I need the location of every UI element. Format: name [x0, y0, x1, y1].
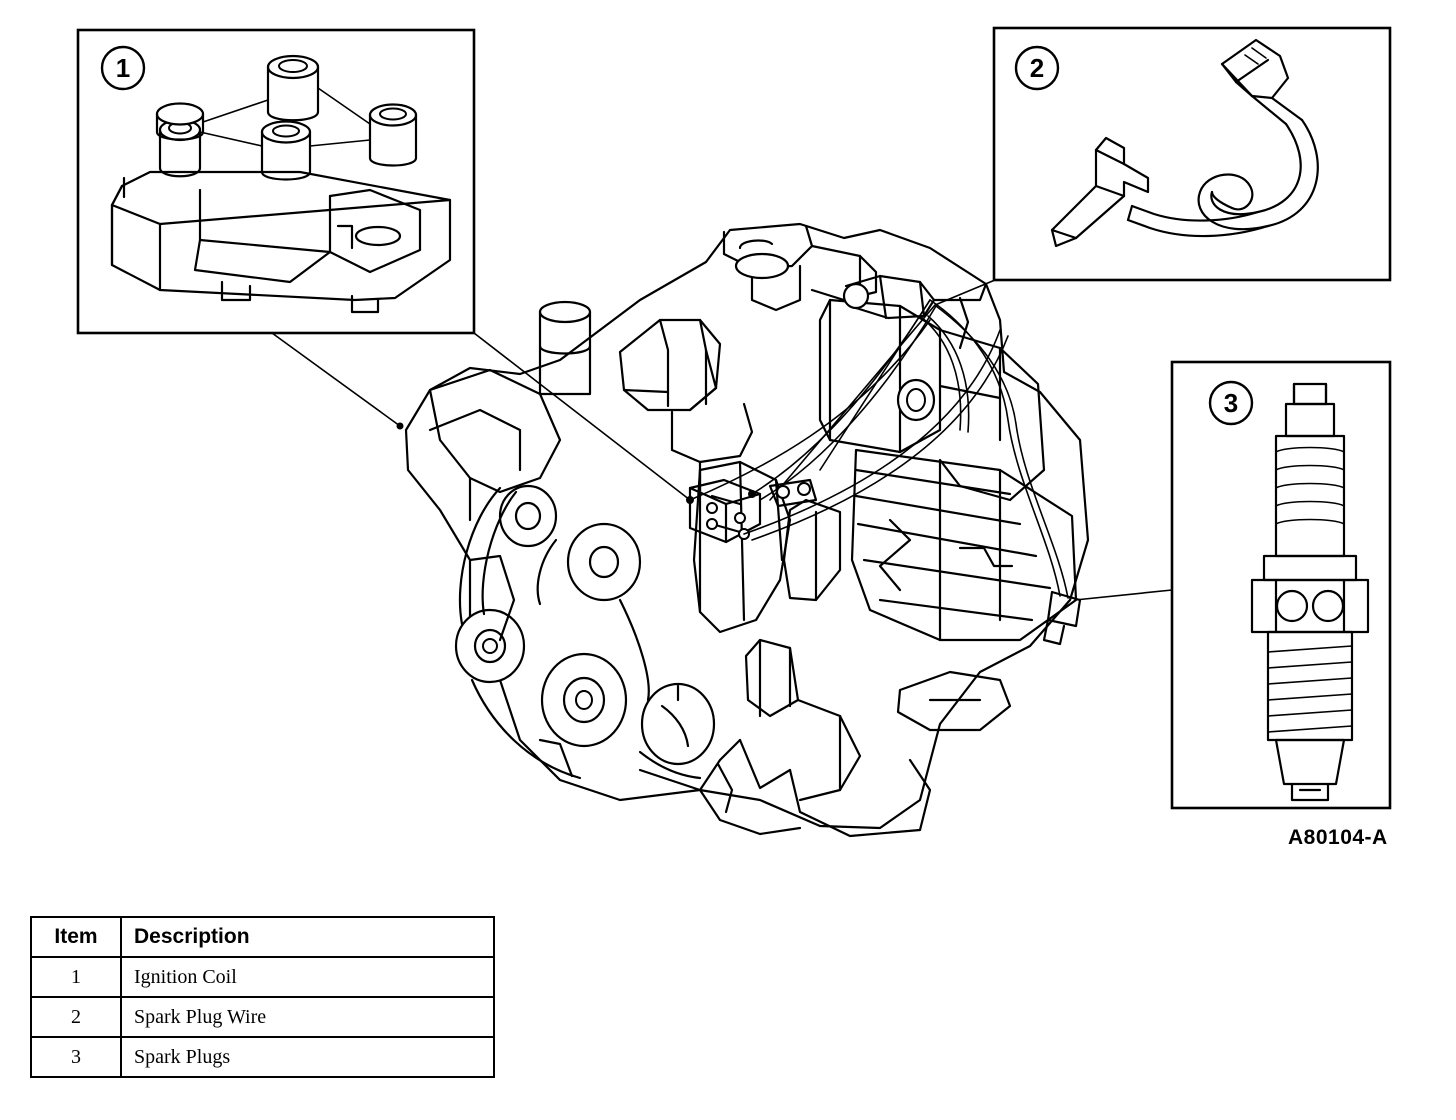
engine-assembly-line-drawing — [406, 224, 1088, 836]
legend-table — [30, 916, 495, 1078]
legend-item-number: 1 — [31, 957, 121, 997]
ignition-coil-inset — [78, 30, 474, 333]
table-row — [31, 997, 494, 1037]
callout-number-1: 1 — [115, 53, 131, 83]
legend-item-number: 3 — [31, 1037, 121, 1077]
callout-number-3: 3 — [1223, 388, 1239, 418]
figure-code-label: A80104-A — [1288, 826, 1388, 849]
legend-item-description: Spark Plug Wire — [121, 997, 494, 1037]
spark-plug-inset — [1172, 362, 1390, 808]
legend-header-description: Description — [121, 917, 494, 957]
table-row — [31, 1037, 494, 1077]
legend-header-item: Item — [31, 917, 121, 957]
callout-number-2: 2 — [1029, 53, 1045, 83]
spark-plug-wire-inset — [994, 28, 1390, 280]
legend-header-row — [31, 917, 494, 957]
legend-item-number: 2 — [31, 997, 121, 1037]
table-row — [31, 957, 494, 997]
legend-item-description: Ignition Coil — [121, 957, 494, 997]
legend-item-description: Spark Plugs — [121, 1037, 494, 1077]
